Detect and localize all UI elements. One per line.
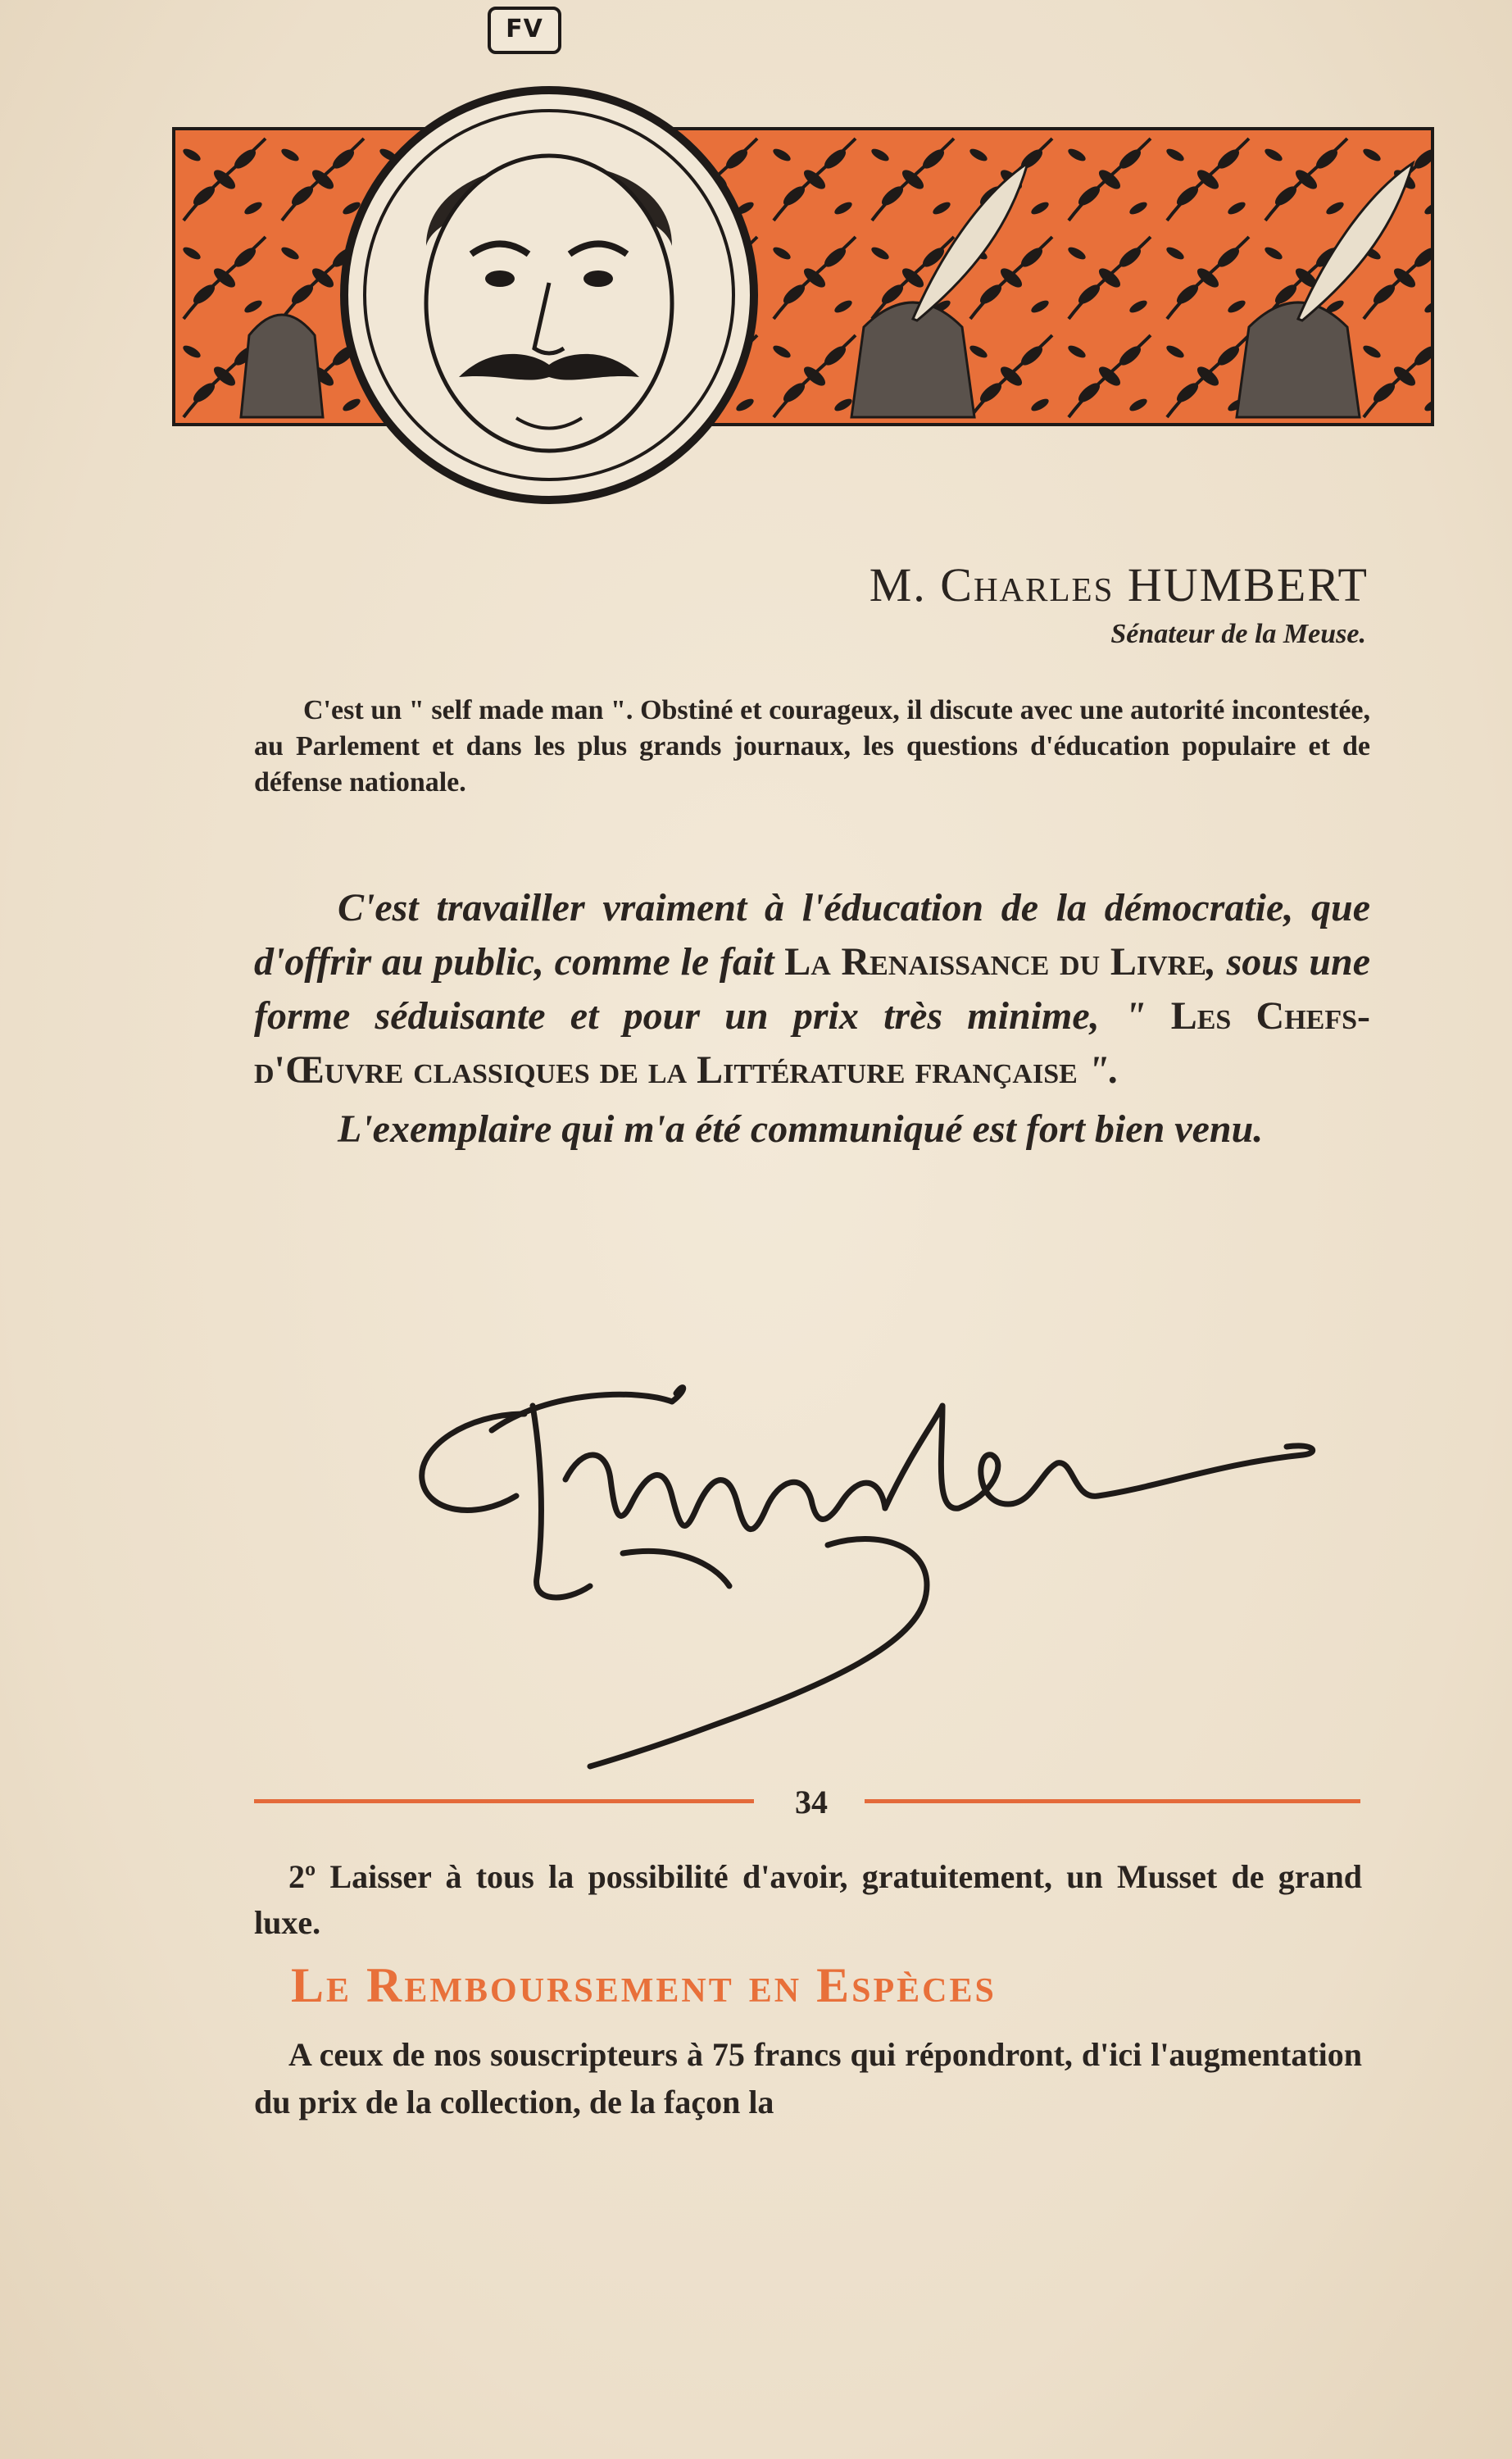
quote-text: C'est travailler vraiment à l'éducation de la démocratie, que d'offrir au public, comme le fait xyxy=(254,886,1370,984)
collection-name: Les Chefs-d'Œuvre classiques de la Littérature française xyxy=(254,994,1370,1092)
page-number: 34 xyxy=(795,1784,828,1820)
divider-left xyxy=(254,1799,754,1803)
quote-paragraph-1 xyxy=(254,881,1370,1098)
handwritten-signature-icon xyxy=(402,1357,1352,1783)
page-title: M. Charles HUMBERT xyxy=(869,558,1369,611)
quote-paragraph-2: L'exemplaire qui m'a été communiqué est fort bien venu. xyxy=(338,1107,1264,1151)
person-role: Sénateur de la Meuse. xyxy=(1110,619,1366,649)
section-body: A ceux de nos souscripteurs à 75 francs qui répondront, d'ici l'augmentation du prix de la collection, de la façon la xyxy=(254,2036,1362,2120)
list-item: 2º Laisser à tous la possibilité d'avoir, gratuitement, un Musset de grand luxe. xyxy=(254,1858,1362,1941)
quote-text: , sous une forme séduisante et pour un prix très minime, " xyxy=(254,940,1371,1038)
publisher-name: La Renaissance du Livre xyxy=(784,940,1206,984)
portrait-caricature-icon xyxy=(328,49,770,508)
quote-text: ". xyxy=(1077,1048,1119,1092)
quote-block xyxy=(254,881,1370,1161)
artist-monogram-badge: FV xyxy=(488,7,561,54)
section-title: Le Remboursement en Espèces xyxy=(291,1958,997,2012)
divider-right xyxy=(865,1799,1360,1803)
intro-paragraph: C'est un " self made man ". Obstiné et courageux, il discute avec une autorité incontestée, au Parlement et dans les plus grands journaux, les questions d'éducation populaire et de défense nationale. xyxy=(254,695,1370,798)
